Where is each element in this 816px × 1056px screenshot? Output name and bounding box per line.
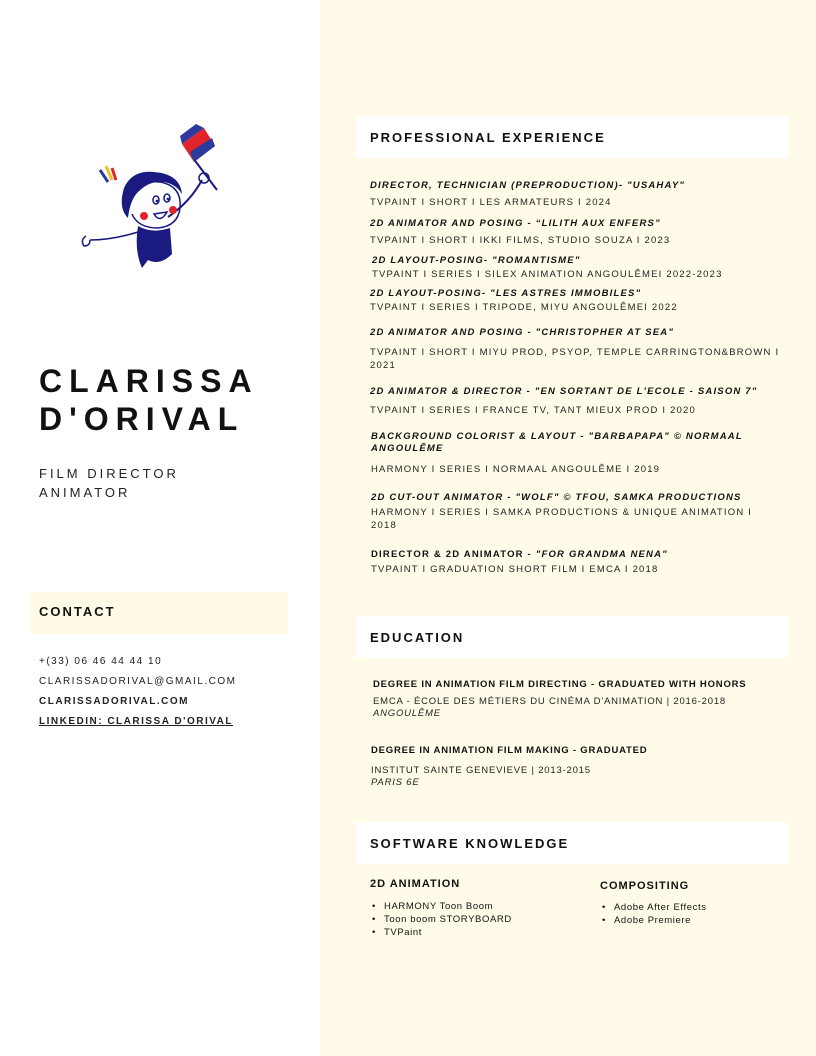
- role-line-1: FILM DIRECTOR: [39, 466, 179, 481]
- profile-name: [39, 362, 259, 438]
- contact-list: [39, 656, 237, 736]
- experience-detail: TVPAINT I GRADUATION SHORT FILM I EMCA I 2018: [371, 564, 659, 575]
- role-line-2: ANIMATOR: [39, 485, 131, 500]
- software-heading-box: [356, 822, 788, 864]
- experience-item: [370, 218, 786, 247]
- experience-title: 2D CUT-OUT ANIMATOR - "WOLF" © TFOU, SAMKA PRODUCTIONS: [371, 492, 742, 503]
- experience-title: 2D ANIMATOR AND POSING - "CHRISTOPHER AT SEA": [370, 327, 675, 338]
- experience-title-italic: "FOR GRANDMA NENA": [535, 549, 668, 560]
- education-heading-box: [356, 616, 788, 658]
- experience-detail: TVPAINT I SERIES I FRANCE TV, TANT MIEUX PROD I 2020: [370, 405, 697, 416]
- experience-item: [370, 386, 786, 417]
- experience-detail: TVPAINT I SHORT I LES ARMATEURS I 2024: [370, 197, 612, 208]
- experience-item: [371, 549, 787, 576]
- contact-heading: CONTACT: [39, 604, 116, 619]
- list-item: • Adobe After Effects: [600, 901, 707, 914]
- experience-item: [370, 288, 786, 314]
- contact-email[interactable]: CLARISSADORIVAL@GMAIL.COM: [39, 676, 237, 687]
- software-compositing-column: [600, 880, 707, 927]
- experience-detail: HARMONY I SERIES I NORMAAL ANGOULÊME I 2019: [371, 464, 661, 475]
- education-location: PARIS 6E: [371, 777, 420, 788]
- profile-name-first: CLARISSA: [39, 363, 259, 399]
- software-compositing-title: COMPOSITING: [600, 880, 690, 892]
- experience-title-plain: DIRECTOR & 2D ANIMATOR -: [371, 549, 536, 560]
- experience-item: [371, 492, 771, 532]
- software-2d-list: [370, 900, 512, 939]
- education-title: DEGREE IN ANIMATION FILM DIRECTING - GRADUATED WITH HONORS: [373, 679, 747, 690]
- experience-item: [371, 431, 771, 476]
- education-item: [371, 745, 771, 789]
- experience-title: BACKGROUND COLORIST & LAYOUT - "BARBAPAPA" © NORMAAL ANGOULÊME: [371, 431, 743, 454]
- experience-title: 2D LAYOUT-POSING- "ROMANTISME": [372, 255, 581, 266]
- education-detail: INSTITUT SAINTE GENEVIEVE | 2013-2015: [371, 765, 591, 776]
- software-heading: SOFTWARE KNOWLEDGE: [370, 836, 570, 851]
- contact-phone[interactable]: +(33) 06 46 44 44 10: [39, 656, 163, 667]
- software-2d-column: [370, 878, 512, 939]
- experience-title: 2D ANIMATOR & DIRECTOR - "EN SORTANT DE L'ECOLE - SAISON 7": [370, 386, 758, 397]
- education-title: DEGREE IN ANIMATION FILM MAKING - GRADUATED: [371, 745, 648, 756]
- avatar-illustration-icon: [72, 122, 232, 272]
- profile-role: [39, 464, 179, 502]
- education-heading: EDUCATION: [370, 630, 465, 645]
- contact-heading-box: [30, 592, 288, 634]
- experience-item: [372, 255, 788, 281]
- experience-detail: TVPAINT I SHORT I MIYU PROD, PSYOP, TEMPLE CARRINGTON&BROWN I 2021: [370, 347, 780, 371]
- contact-linkedin-link[interactable]: LINKEDIN: CLARISSA D'ORIVAL: [39, 716, 233, 727]
- profile-name-last: D'ORIVAL: [39, 401, 245, 437]
- experience-heading-box: [356, 116, 788, 158]
- experience-title: 2D ANIMATOR AND POSING - “LILITH AUX ENFERS”: [370, 218, 662, 229]
- experience-detail: TVPAINT I SERIES I TRIPODE, MIYU ANGOULÊMEI 2022: [370, 302, 678, 313]
- education-detail: EMCA - ÉCOLE DES MÉTIERS DU CINÉMA D'ANIMATION | 2016-2018: [373, 696, 726, 707]
- experience-title: DIRECTOR, TECHNICIAN (PREPRODUCTION)- "USAHAY": [370, 180, 686, 191]
- experience-title: [371, 549, 787, 561]
- education-location: ANGOULÊME: [373, 708, 441, 719]
- software-2d-title: 2D ANIMATION: [370, 878, 461, 890]
- experience-detail: HARMONY I SERIES I SAMKA PRODUCTIONS & UNIQUE ANIMATION I 2018: [371, 507, 753, 531]
- list-item: • Toon boom STORYBOARD: [370, 913, 512, 926]
- list-item: • HARMONY Toon Boom: [370, 900, 512, 913]
- list-item: • TVPaint: [370, 926, 512, 939]
- education-item: [373, 679, 773, 720]
- experience-item: [370, 180, 786, 209]
- experience-heading: PROFESSIONAL EXPERIENCE: [370, 130, 606, 145]
- software-compositing-list: [600, 901, 707, 927]
- list-item: • Adobe Premiere: [600, 914, 707, 927]
- experience-item: [370, 327, 786, 372]
- experience-detail: TVPAINT I SHORT I IKKI FILMS, STUDIO SOUZA I 2023: [370, 235, 671, 246]
- experience-detail: TVPAINT I SERIES I SILEX ANIMATION ANGOULÊMEI 2022-2023: [372, 269, 723, 280]
- contact-website[interactable]: CLARISSADORIVAL.COM: [39, 696, 189, 707]
- experience-title: 2D LAYOUT-POSING- "LES ASTRES IMMOBILES": [370, 288, 642, 299]
